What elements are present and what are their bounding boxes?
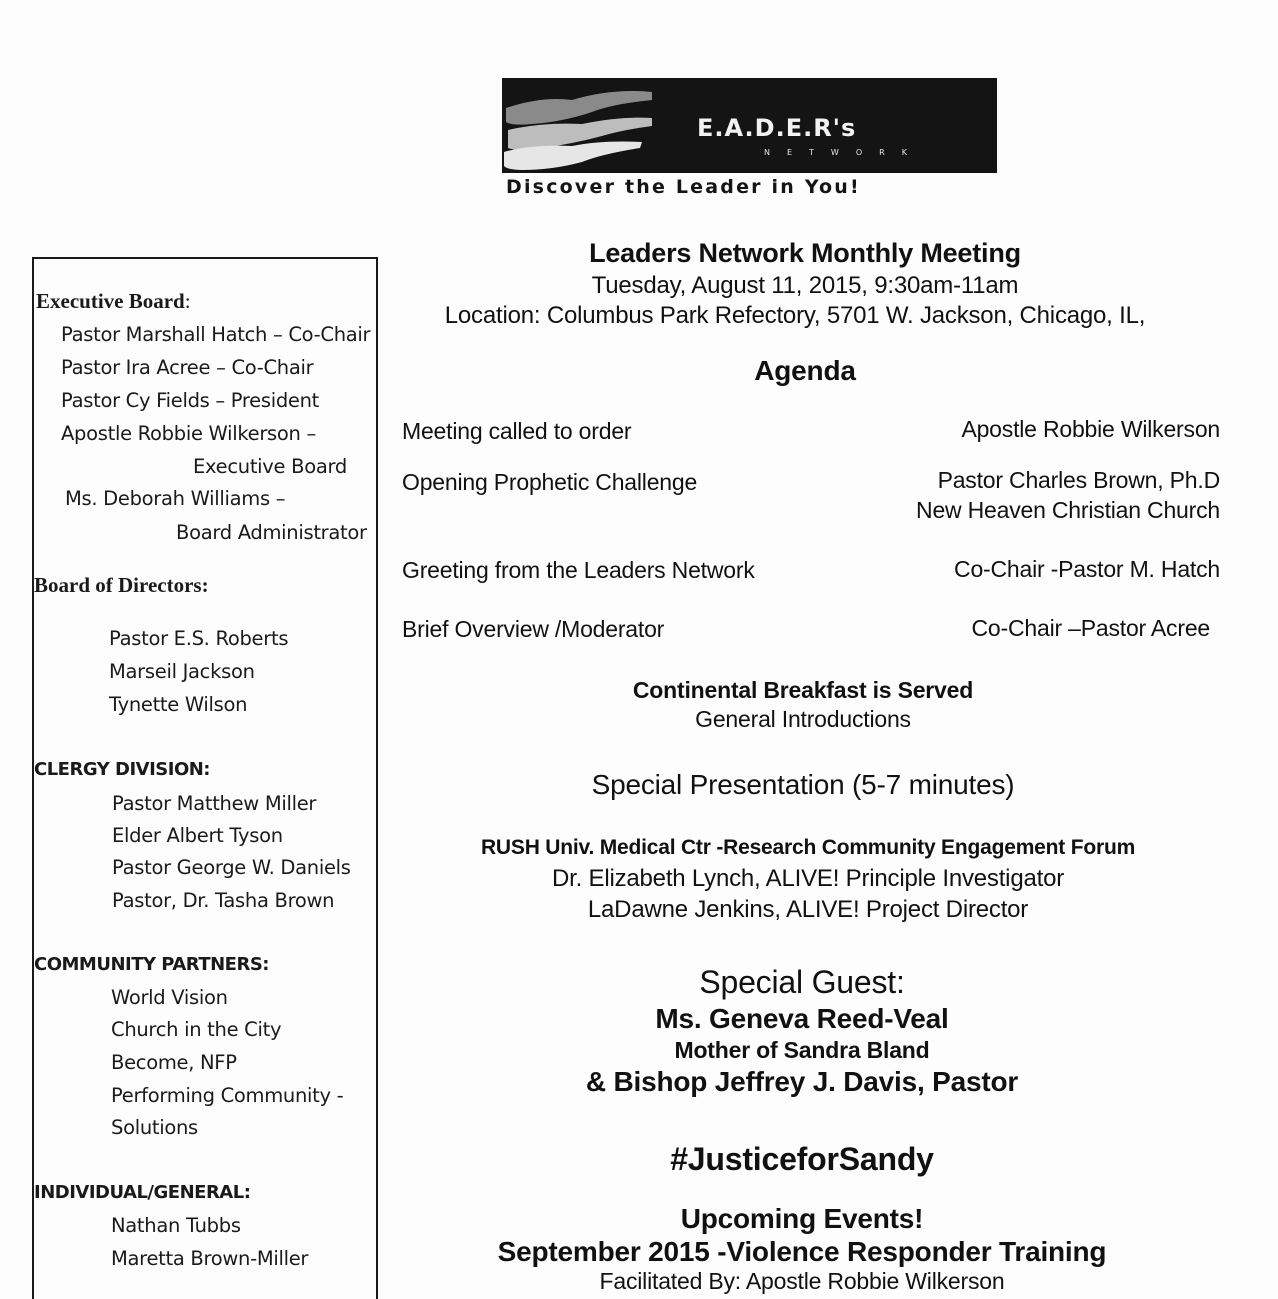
agenda-presenter [954,554,1220,584]
executive-board-heading: Executive Board: [36,289,191,313]
presenter-line: LaDawne Jenkins, ALIVE! Project Director [587,896,1029,923]
presenter-affiliation: New Heaven Christian Church [916,497,1220,523]
executive-board-member: Pastor Marshall Hatch – Co-Chair [61,323,371,346]
upcoming-heading: Upcoming Events! [680,1203,924,1234]
director-name: Tynette Wilson [109,693,248,716]
clergy-member: Pastor Matthew Miller [112,792,317,815]
breakfast-subtitle: General Introductions [695,706,911,732]
logo-subtitle: NETWORK [764,148,924,157]
director-name: Marseil Jackson [109,660,255,683]
executive-board-role: Executive Board [193,455,347,478]
presenter-line: Dr. Elizabeth Lynch, ALIVE! Principle Investigator [551,865,1065,892]
special-presentation-title: Special Presentation (5-7 minutes) [591,769,1015,800]
presenter-name: Apostle Robbie Wilkerson [961,416,1220,442]
upcoming-facilitator: Facilitated By: Apostle Robbie Wilkerson [599,1268,1005,1294]
individual-member: Maretta Brown-Miller [111,1247,309,1270]
logo-tagline: Discover the Leader in You! [506,176,861,198]
executive-board-role: Board Administrator [176,521,367,544]
community-partner: World Vision [111,986,228,1009]
clergy-member: Elder Albert Tyson [112,824,283,847]
agenda-presenter [972,613,1210,643]
clergy-division-heading: CLERGY DIVISION: [34,759,211,780]
agenda-item: Meeting called to order [402,418,632,444]
presentation-org: RUSH Univ. Medical Ctr -Research Community Engagement Forum [480,836,1136,859]
executive-board-member: Pastor Ira Acree – Co-Chair [61,356,314,379]
upcoming-event: September 2015 -Violence Responder Training [497,1236,1107,1267]
special-guest-name: Ms. Geneva Reed-Veal [655,1003,949,1034]
presenter-name: Co-Chair –Pastor Acree [971,615,1210,641]
special-guest-second: & Bishop Jeffrey J. Davis, Pastor [585,1066,1019,1097]
community-partner: Performing Community - [111,1084,344,1107]
agenda-item: Opening Prophetic Challenge [402,469,698,495]
meeting-location: Location: Columbus Park Refectory, 5701 W. Jackson, Chicago, IL, [444,302,1146,329]
meeting-date: Tuesday, August 11, 2015, 9:30am-11am [591,272,1019,299]
special-guest-label: Special Guest: [699,964,905,1000]
agenda-item: Greeting from the Leaders Network [402,557,755,583]
breakfast-title: Continental Breakfast is Served [632,677,974,703]
clergy-member: Pastor George W. Daniels [112,856,351,879]
network-logo [502,78,997,173]
community-partners-heading: COMMUNITY PARTNERS: [34,954,269,975]
agenda-heading: Agenda [754,355,856,386]
meeting-title: Leaders Network Monthly Meeting [589,238,1021,268]
individual-member: Nathan Tubbs [111,1214,241,1237]
board-of-directors-heading: Board of Directors: [34,573,209,597]
agenda-presenter [961,414,1220,444]
executive-board-member: Pastor Cy Fields – President [61,389,320,412]
presenter-name: Co-Chair -Pastor M. Hatch [954,556,1220,582]
executive-board-member: Ms. Deborah Williams – [65,487,286,510]
individual-general-heading: INDIVIDUAL/GENERAL: [34,1182,251,1203]
community-partner: Solutions [111,1116,198,1139]
hashtag: #JusticeforSandy [670,1141,934,1177]
presenter-name: Pastor Charles Brown, Ph.D [937,467,1220,493]
pointing-hands-icon [502,78,662,173]
special-guest-relation: Mother of Sandra Bland [674,1037,930,1063]
clergy-member: Pastor, Dr. Tasha Brown [112,889,335,912]
director-name: Pastor E.S. Roberts [109,627,289,650]
agenda-presenter [916,465,1220,525]
sidebar-roster [32,257,378,1299]
agenda-item: Brief Overview /Moderator [402,616,665,642]
community-partner: Church in the City [111,1018,282,1041]
community-partner: Become, NFP [111,1051,237,1074]
executive-board-member: Apostle Robbie Wilkerson – [61,422,316,445]
logo-title: E.A.D.E.R's [697,114,857,142]
